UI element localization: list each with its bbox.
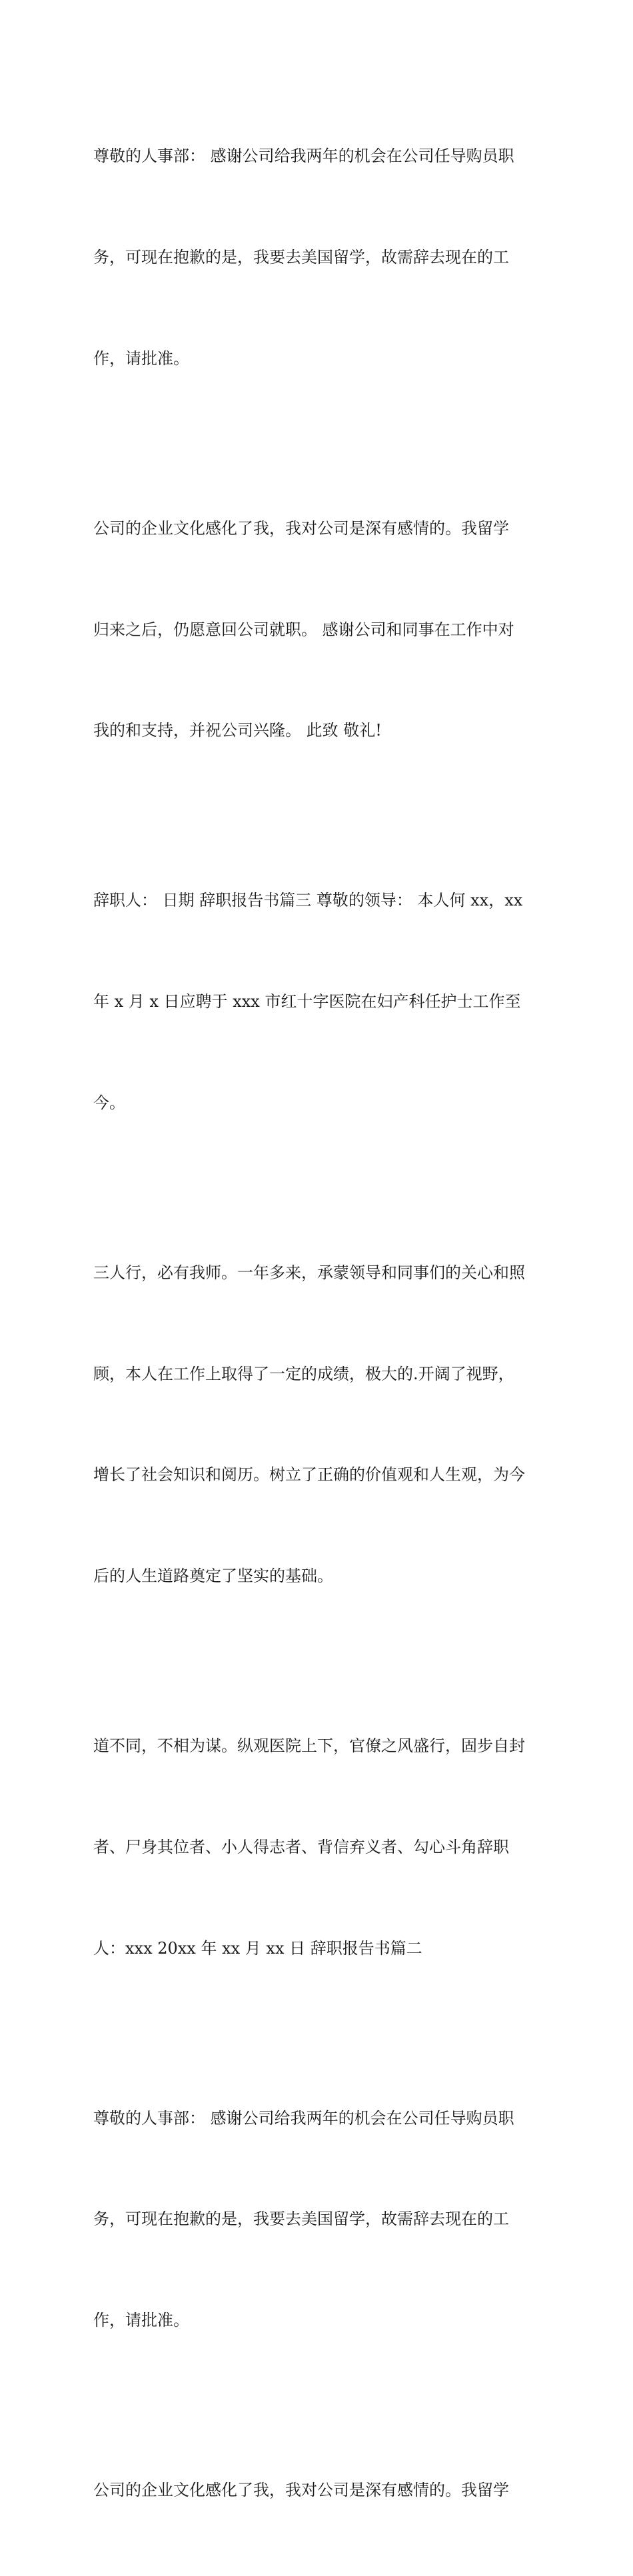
paragraph <box>93 1189 546 1660</box>
paragraph <box>93 2406 546 2575</box>
text-line: 务，可现在抱歉的是，我要去美国留学，故需辞去现在的工 <box>93 2210 509 2229</box>
paragraph <box>93 444 546 816</box>
text-line: 今。 <box>93 1093 125 1112</box>
text-line: 道不同，不相为谋。纵观医院上下，官僚之风盛行，固步自封 <box>93 1736 525 1756</box>
text-line: 尊敬的人事部： 感谢公司给我两年的机会在公司任导购员职 <box>93 2108 514 2128</box>
text-line: 人：xxx 20xx 年 xx 月 xx 日 辞职报告书篇二 <box>93 1938 422 1958</box>
text-line: 归来之后，仍愿意回公司就职。 感谢公司和同事在工作中对 <box>93 620 514 639</box>
text-line: 作，请批准。 <box>93 348 189 368</box>
paragraph <box>93 1662 546 2033</box>
document-body <box>93 72 546 2576</box>
paragraph <box>93 816 546 1187</box>
text-line: 后的人生道路奠定了坚实的基础。 <box>93 1567 333 1586</box>
text-line: 顾，本人在工作上取得了一定的成绩，极大的.开阔了视野， <box>93 1364 514 1383</box>
text-line: 增长了社会知识和阅历。树立了正确的价值观和人生观，为今 <box>93 1465 525 1485</box>
paragraph <box>93 2034 546 2405</box>
paragraph <box>93 72 546 443</box>
text-line: 辞职人： 日期 辞职报告书篇三 尊敬的领导： 本人何 xx，xx <box>93 891 523 910</box>
text-line: 公司的企业文化感化了我，我对公司是深有感情的。我留学 <box>93 2481 509 2500</box>
text-line: 尊敬的人事部： 感谢公司给我两年的机会在公司任导购员职 <box>93 147 514 166</box>
text-line: 三人行，必有我师。一年多来，承蒙领导和同事们的关心和照 <box>93 1263 525 1282</box>
text-line: 年 x 月 x 日应聘于 xxx 市红十字医院在妇产科任护士工作至 <box>93 992 521 1011</box>
text-line: 公司的企业文化感化了我，我对公司是深有感情的。我留学 <box>93 518 509 538</box>
text-line: 作，请批准。 <box>93 2311 189 2330</box>
text-line: 我的和支持，并祝公司兴隆。 此致 敬礼! <box>93 721 382 740</box>
text-line: 务，可现在抱歉的是，我要去美国留学，故需辞去现在的工 <box>93 247 509 267</box>
text-line: 者、尸身其位者、小人得志者、背信弃义者、勾心斗角辞职 <box>93 1837 509 1856</box>
